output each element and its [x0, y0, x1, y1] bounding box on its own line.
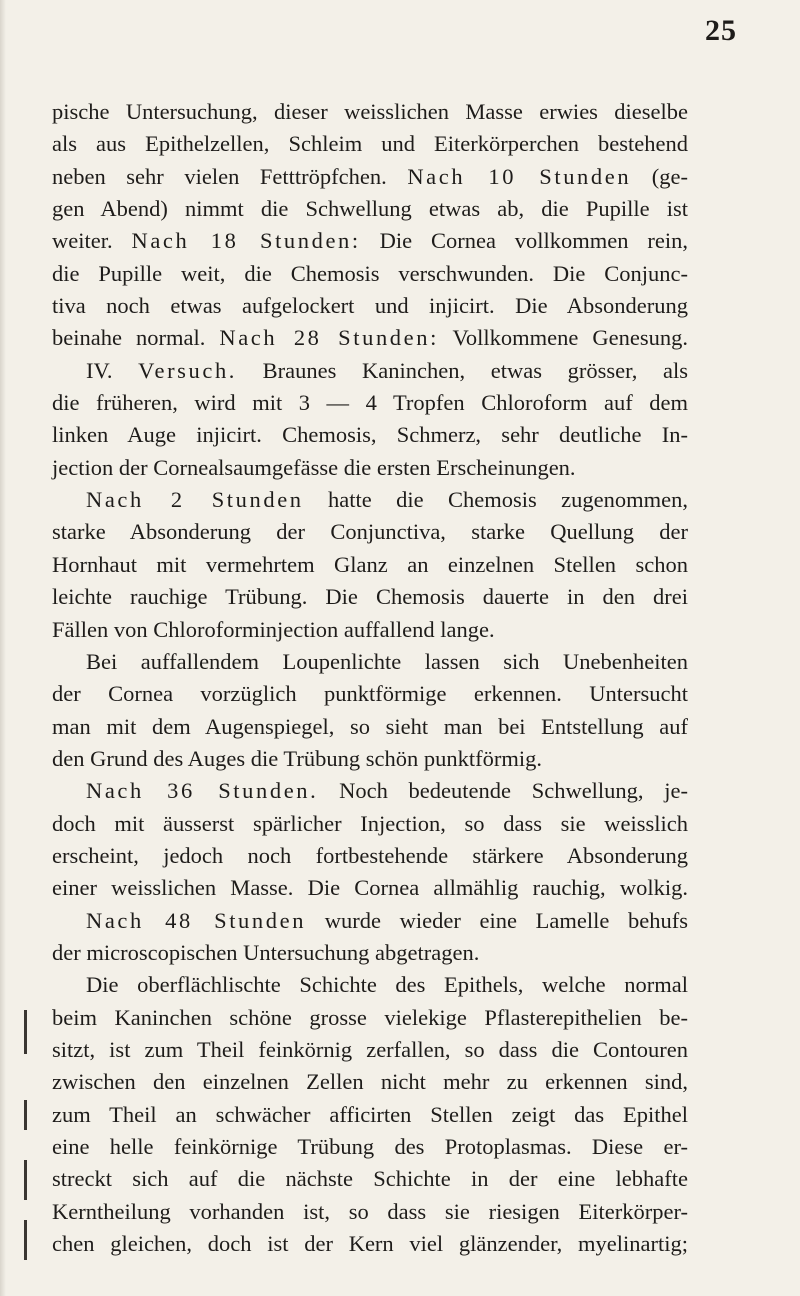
text-segment: IV. — [86, 357, 113, 383]
spaced-text: Versuch. — [138, 357, 238, 383]
text-line: eine helle feinkörnige Trübung des Protoplasmas. Diese er- — [52, 1134, 688, 1159]
margin-mark — [24, 1220, 27, 1260]
text-line: erscheint, jedoch noch fortbestehende stärkere Absonderung — [52, 842, 688, 868]
text-segment: beinahe normal. — [52, 325, 206, 351]
text-line: man mit dem Augenspiegel, so sieht man bei Entstellung auf — [52, 713, 688, 739]
text-line: der microscopischen Untersuchung abgetragen. — [52, 939, 480, 965]
text-line: streckt sich auf die nächste Schichte in der eine lebhafte — [52, 1166, 688, 1192]
text-line: linken Auge injicirt. Chemosis, Schmerz, sehr deutliche In- — [52, 422, 688, 448]
page-left-shadow — [0, 0, 6, 1296]
text-segment: neben sehr vielen Fetttröpfchen. — [52, 163, 387, 189]
text-line — [52, 322, 688, 354]
body-text — [52, 96, 688, 1260]
spaced-text: Nach 36 Stunden. — [86, 778, 319, 804]
text-line: einer weisslichen Masse. Die Cornea allmählig rauchig, wolkig. — [52, 875, 688, 901]
text-line — [52, 355, 688, 387]
text-segment: wurde wieder eine Lamelle behufs — [306, 907, 688, 933]
text-line: doch mit äusserst spärlicher Injection, so dass sie weisslich — [52, 810, 688, 836]
spaced-text: Nach 2 Stunden — [86, 487, 304, 513]
text-line — [52, 225, 688, 257]
text-segment: weiter. — [52, 228, 113, 254]
text-line: Fällen von Chloroforminjection auffallend lange. — [52, 616, 495, 642]
text-line — [52, 484, 688, 516]
margin-mark — [24, 1160, 27, 1200]
text-line: leichte rauchige Trübung. Die Chemosis dauerte in den drei — [52, 584, 688, 610]
text-segment: Die Cornea vollkommen rein, — [360, 228, 689, 254]
text-line: Hornhaut mit vermehrtem Glanz an einzelnen Stellen schon — [52, 551, 688, 577]
text-segment: (ge- — [631, 163, 688, 189]
text-line: Bei auffallendem Loupenlichte lassen sich Unebenheiten — [86, 648, 688, 674]
spaced-text: Nach 48 Stunden — [86, 907, 307, 933]
text-line: beim Kaninchen schöne grosse vielekige Pflasterepithelien be- — [52, 1004, 688, 1030]
spaced-text: Nach 28 Stunden: — [219, 325, 439, 351]
text-line: chen gleichen, doch ist der Kern viel glänzender, myelinartig; — [52, 1231, 688, 1257]
text-line: den Grund des Auges die Trübung schön punktförmig. — [52, 745, 542, 771]
text-line — [52, 775, 688, 807]
text-line: Die oberflächlischte Schichte des Epithels, welche normal — [86, 972, 688, 998]
text-segment: Braunes Kaninchen, etwas grösser, als — [237, 357, 689, 383]
text-segment: Noch bedeutende Schwellung, je- — [318, 778, 688, 804]
text-line: als aus Epithelzellen, Schleim und Eiterkörperchen bestehend — [52, 131, 688, 157]
text-line: jection der Cornealsaumgefässe die ersten Erscheinungen. — [52, 454, 576, 480]
spaced-text: Nach 10 Stunden — [407, 163, 632, 189]
text-line: sitzt, ist zum Theil feinkörnig zerfallen, so dass die Contouren — [52, 1036, 688, 1062]
margin-mark — [24, 1100, 27, 1130]
text-line: zwischen den einzelnen Zellen nicht mehr zu erkennen sind, — [52, 1069, 688, 1095]
spaced-text: Nach 18 Stunden: — [131, 228, 361, 254]
text-line: die früheren, wird mit 3 — 4 Tropfen Chloroform auf dem — [52, 390, 688, 416]
page-number: 25 — [705, 14, 737, 47]
margin-mark — [24, 1010, 27, 1054]
text-segment: Vollkommene Genesung. — [438, 325, 688, 351]
text-line — [52, 905, 688, 937]
text-line: zum Theil an schwächer afficirten Stellen zeigt das Epithel — [52, 1101, 688, 1127]
text-line: pische Untersuchung, dieser weisslichen Masse erwies dieselbe — [52, 99, 688, 124]
text-line: starke Absonderung der Conjunctiva, starke Quellung der — [52, 519, 688, 545]
text-line: die Pupille weit, die Chemosis verschwunden. Die Conjunc- — [52, 260, 688, 286]
text-line: tiva noch etwas aufgelockert und injicirt. Die Absonderung — [52, 293, 688, 319]
text-line: Kerntheilung vorhanden ist, so dass sie riesigen Eiterkörper- — [52, 1198, 688, 1224]
text-line: der Cornea vorzüglich punktförmige erkennen. Untersucht — [52, 681, 688, 707]
text-segment: hatte die Chemosis zugenommen, — [303, 487, 689, 513]
text-line: gen Abend) nimmt die Schwellung etwas ab, die Pupille ist — [52, 196, 688, 222]
text-line — [52, 161, 688, 193]
